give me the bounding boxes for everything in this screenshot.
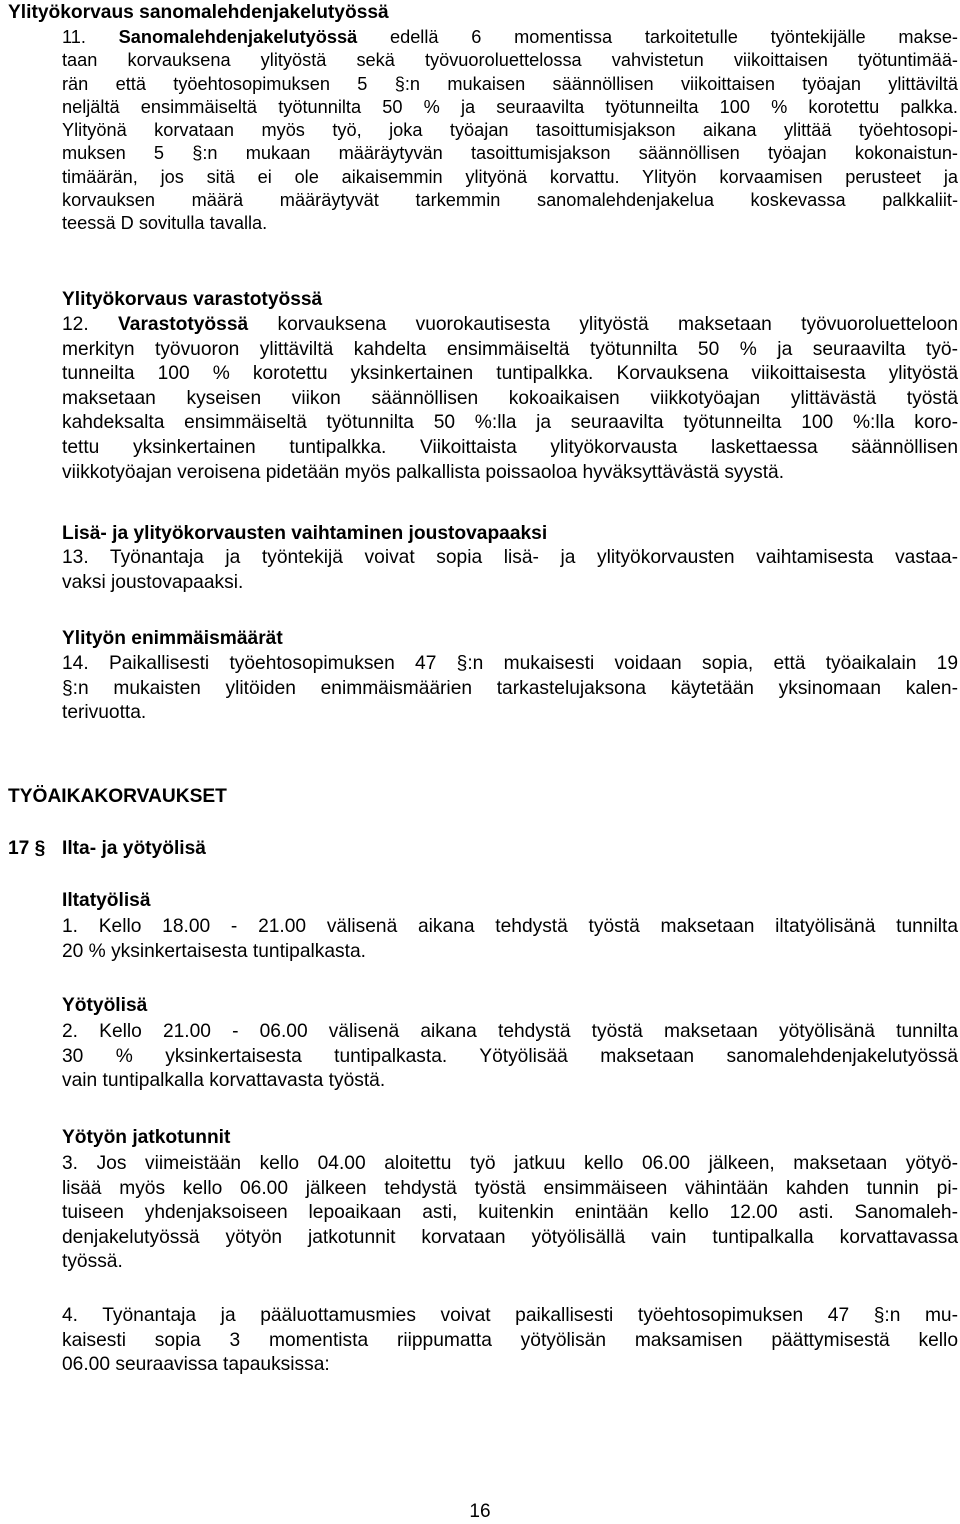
paragraph-line: §:n mukaisten ylitöiden enimmäismäärien tarkastelujaksona käytetään yksinomaan kalen- [62,677,958,699]
main-heading: TYÖAIKAKORVAUKSET [8,786,227,807]
paragraph-line: 14. Paikallisesti työehtosopimuksen 47 §:n mukaisesti voidaan sopia, että työaikalain 19 [62,653,958,674]
paragraph-line: kahdeksalta ensimmäiseltä työtunnilta 50 %:lla ja seuraavilta työtunneilta 100 %:lla koro- [62,412,958,434]
paragraph-14 [62,652,958,726]
paragraph-line: viikkotyöajan veroisena pidetään myös palkallista poissaoloa hyväksyttävästä syystä. [62,461,785,483]
paragraph-line: timäärän, jos sitä ei ole aikaisemmin ylityönä korvattu. Ylityön korvaamisen perusteet ja [62,166,958,187]
paragraph-line: korvauksen määrä määräytyvät tarkemmin sanomalehdenjakelua koskevassa palkkaliit- [62,190,958,211]
paragraph-1 [62,915,958,964]
paragraph-line: lisää myös kello 06.00 jälkeen tehdystä työstä ensimmäiseen vähintään kahden tunnin pi- [62,1177,958,1199]
paragraph-line: denjakelutyössä yötyön jatkotunnit korvataan yötyölisällä vain tuntipalkalla korvattavassa [62,1226,958,1248]
paragraph-line: rän että työehtosopimuksen 5 §:n mukaisen säännöllisen viikoittaisen työajan ylittäviltä [62,73,958,94]
section-title-overtime-max: Ylityön enimmäismäärät [62,628,283,649]
paragraph-line: 30 % yksinkertaisesta tuntipalkasta. Yötyölisää maksetaan sanomalehdenjakelutyössä [62,1045,958,1067]
page-number: 16 [469,1501,491,1522]
paragraph-line: tuiseen yhdenjaksoiseen lepoaikaan asti, kuitenkin enintään kello 12.00 asti. Sanomaleh- [62,1202,958,1224]
paragraph-line: 1. Kello 18.00 - 21.00 välisenä aikana tehdystä työstä maksetaan iltatyölisänä tunnilta [62,916,958,937]
subsection-title-night-continuation: Yötyön jatkotunnit [62,1127,231,1148]
paragraph-line: työssä. [62,1251,123,1273]
paragraph-line: merkityn työvuoron ylittäviltä kahdelta ensimmäiseltä työtunnilta 50 % ja seuraavilta työ- [62,338,958,360]
paragraph-line: 3. Jos viimeistään kello 04.00 aloitettu työ jatkuu kello 06.00 jälkeen, maksetaan yötyö- [62,1153,958,1174]
paragraph-line: 4. Työnantaja ja pääluottamusmies voivat paikallisesti työehtosopimuksen 47 §:n mu- [62,1305,958,1326]
paragraph-11 [62,26,958,236]
paragraph-line: 20 % yksinkertaisesta tuntipalkasta. [62,940,366,962]
chapter-number: 17 § [8,838,46,859]
paragraph-13 [62,546,958,595]
paragraph-line: vaksi joustovapaaksi. [62,571,244,593]
paragraph-line: kaisesti sopia 3 momentista riippumatta yötyölisän maksamisen päättymisestä kello [62,1329,958,1351]
paragraph-line: Ylityönä korvataan myös työ, joka työajan tasoittumisjakson aikana ylittää työehtosopi- [62,120,958,141]
chapter-title: Ilta- ja yötyölisä [62,838,206,859]
paragraph-line: tettu yksinkertainen tuntipalkka. Viikoittaista ylityökorvausta laskettaessa säännöllisen [62,436,958,458]
paragraph-2 [62,1020,958,1094]
paragraph-line: 2. Kello 21.00 - 06.00 välisenä aikana tehdystä työstä maksetaan yötyölisänä tunnilta [62,1021,958,1042]
paragraph-line: teessä D sovitulla tavalla. [62,213,268,234]
paragraph-4 [62,1304,958,1378]
paragraph-line: taan korvauksena ylityöstä sekä työvuoroluettelossa vahvistetun viikoittaisen työtuntimää- [62,50,958,71]
subsection-title-evening: Iltatyölisä [62,890,151,911]
paragraph-12 [62,313,958,485]
paragraph-3 [62,1152,958,1275]
paragraph-line: 12. Varastotyössä korvauksena vuorokautisesta ylityöstä maksetaan työvuoroluetteloon [62,314,958,335]
paragraph-line: vain tuntipalkalla korvattavasta työstä. [62,1070,386,1092]
section-title-flex-leave: Lisä- ja ylityökorvausten vaihtaminen joustovapaaksi [62,523,548,544]
section-title-warehouse: Ylityökorvaus varastotyössä [62,289,323,310]
paragraph-line: 13. Työnantaja ja työntekijä voivat sopia lisä- ja ylityökorvausten vaihtamisesta vastaa- [62,547,958,568]
paragraph-line: neljältä ensimmäiseltä työtunnilta 50 % ja seuraavilta työtunneilta 100 % korotettu palkka. [62,96,958,117]
section-title-newspaper: Ylityökorvaus sanomalehdenjakelutyössä [8,2,389,23]
paragraph-line: maksetaan kyseisen viikon säännöllisen kokoaikaisen viikkotyöajan ylittävästä työstä [62,387,958,409]
paragraph-line: 11. Sanomalehdenjakelutyössä edellä 6 momentissa tarkoitetulle työntekijälle makse- [62,27,958,47]
paragraph-line: 06.00 seuraavissa tapauksissa: [62,1354,330,1376]
subsection-title-night: Yötyölisä [62,995,148,1016]
paragraph-line: terivuotta. [62,702,147,724]
paragraph-line: tunneilta 100 % korotettu yksinkertainen tuntipalkka. Korvauksena viikoittaisesta ylityöstä [62,363,958,385]
paragraph-line: muksen 5 §:n mukaan määräytyvän tasoittumisjakson säännöllisen työajan kokonaistun- [62,143,958,164]
